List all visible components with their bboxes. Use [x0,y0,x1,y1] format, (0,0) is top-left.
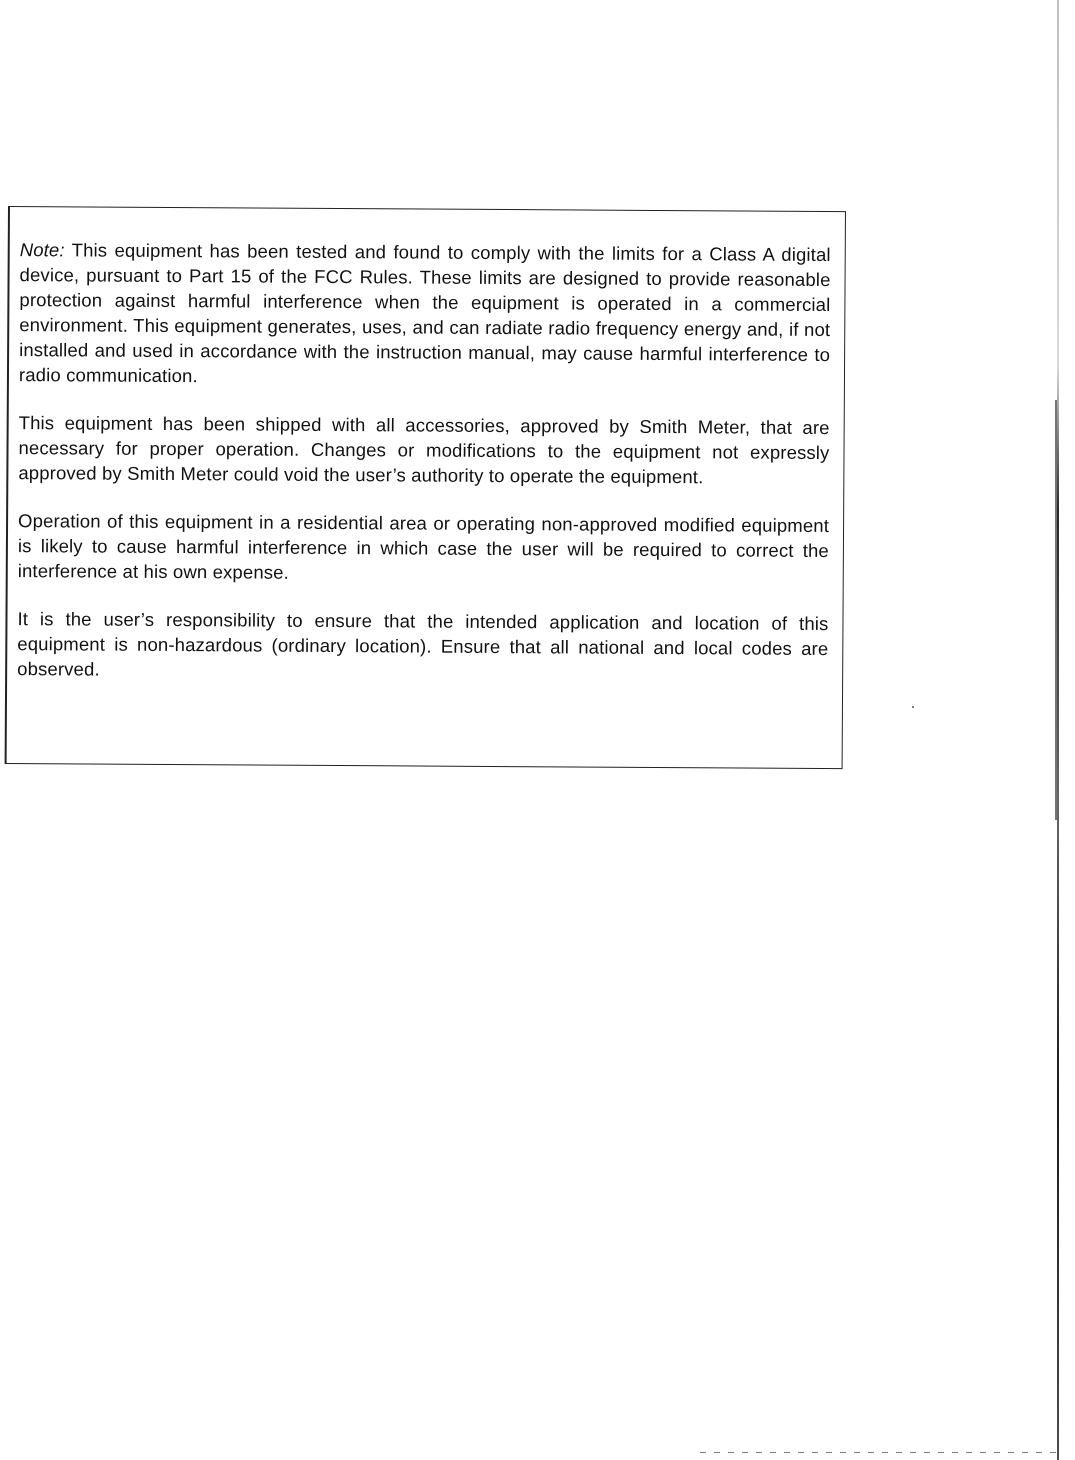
scan-edge-artifact-dark [1055,400,1057,820]
residential-operation-paragraph: Operation of this equipment in a residential area or operating non-approved modified equipment is likely to cause harmful interference in which case the user will be required to correct the interference at his own expense. [17,510,830,583]
fcc-compliance-text: This equipment has been tested and found to comply with the limits for a Class A digital device, pursuant to Part 15 of the FCC Rules. These limits are designed to provide reasonable protection against harmful interference when the equipment is operated in a commercial environment. This equipment generates, uses, and can radiate radio frequency energy and, if not installed and used in accordance with the instruction manual, may cause harmful interference to radio communication. [18,239,831,387]
fcc-notice-box [5,206,846,769]
hazardous-location-paragraph: It is the user’s responsibility to ensure that the intended application and location of this equipment is non-hazardous (ordinary location). Ensure that all national and local codes are observed. [17,608,829,680]
scan-edge-artifact [1057,0,1059,1460]
accessories-paragraph: This equipment has been shipped with all accessories, approved by Smith Meter, that are necessary for proper operation. Changes or modifications to the equipment not expressly approved by Smith Meter could void the user’s authority to operate the equipment. [18,412,830,488]
scan-dot-artifact [912,706,914,708]
note-label: Note: [19,239,65,261]
fcc-compliance-paragraph [19,237,831,392]
scan-bottom-artifact [700,1452,1060,1453]
